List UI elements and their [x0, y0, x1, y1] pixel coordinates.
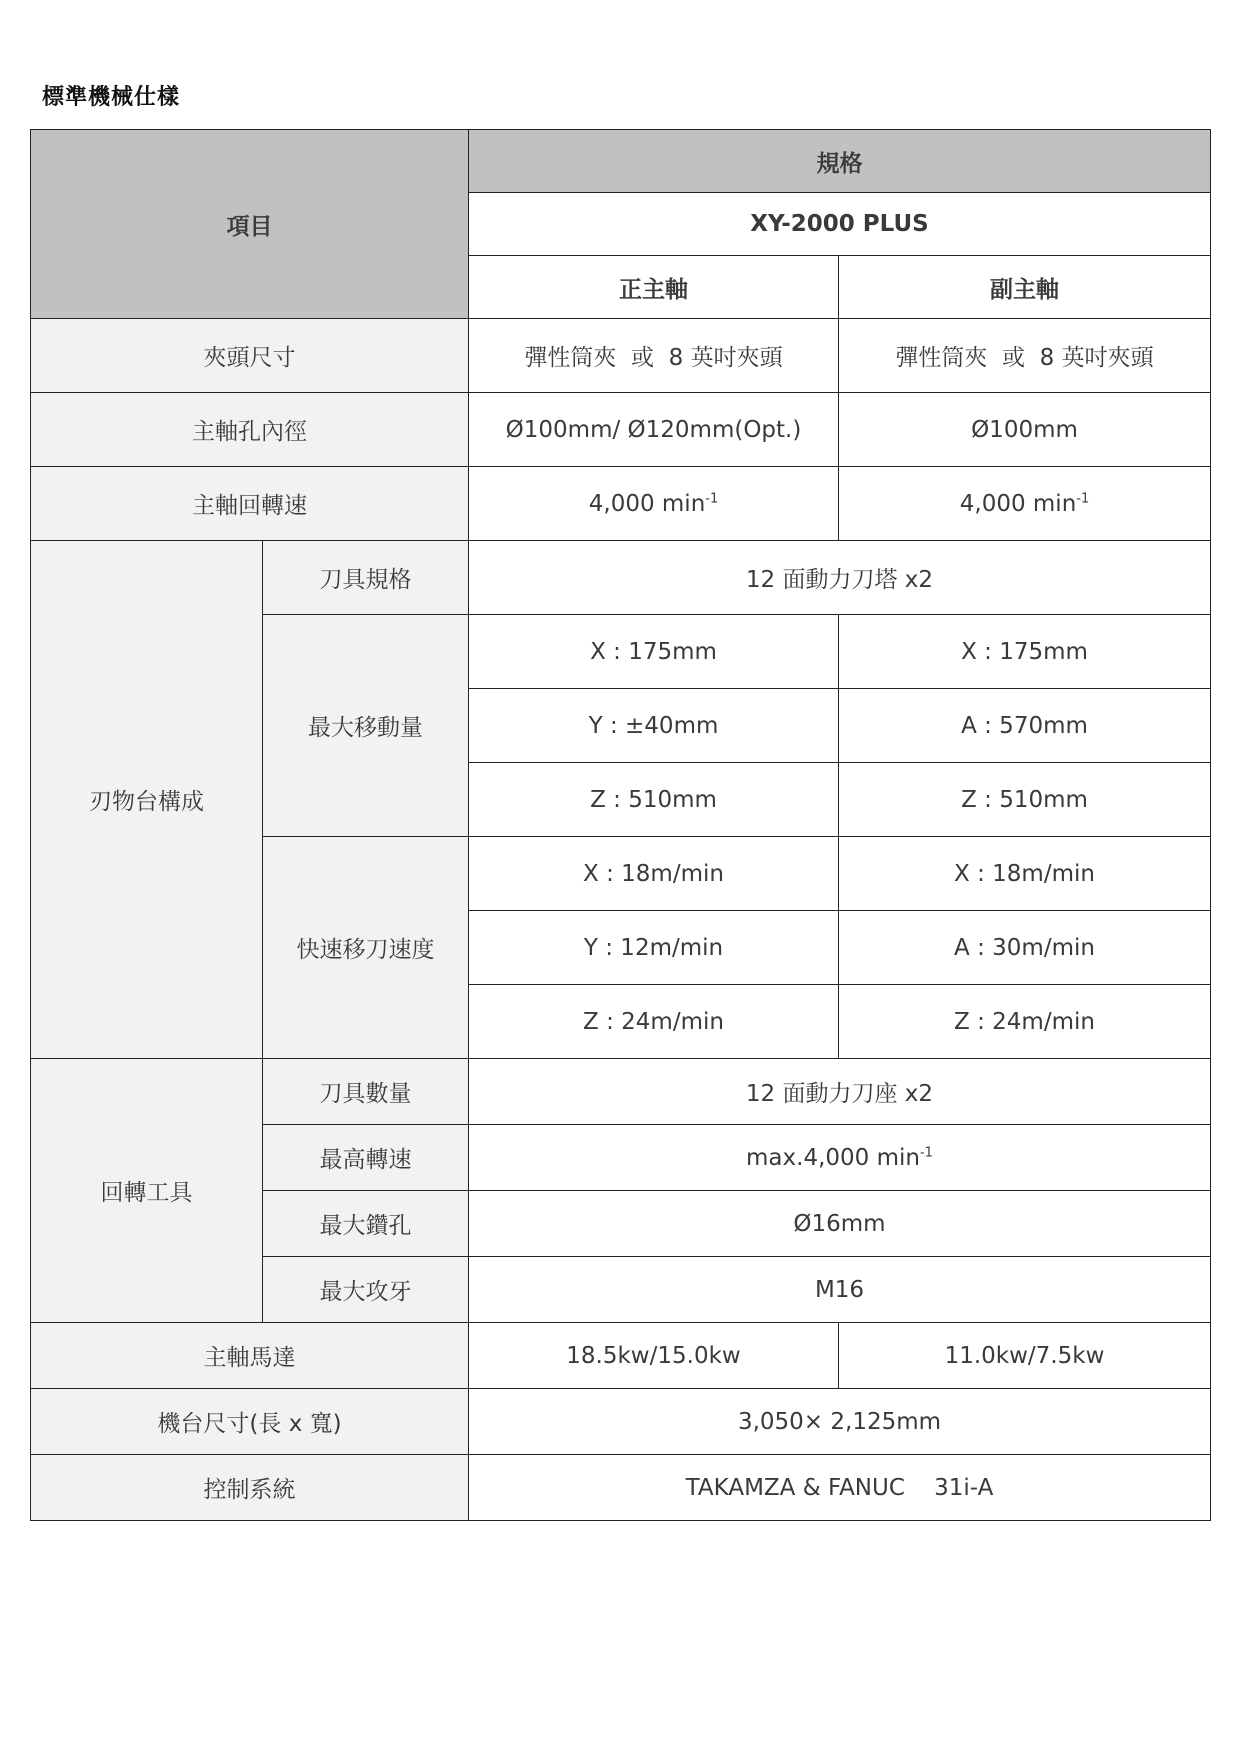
cell-value: 彈性筒夾 或 8 英吋夾頭: [839, 319, 1211, 393]
table-row: [31, 1455, 1211, 1521]
cell-value: [469, 1125, 1211, 1191]
cell-text: max.4,000 min: [746, 1144, 920, 1171]
cell-value: 12 面動力刀塔 x2: [469, 541, 1211, 615]
group-label: 回轉工具: [31, 1059, 263, 1323]
cell-value: A : 30m/min: [839, 911, 1211, 985]
table-row: [31, 393, 1211, 467]
main-spindle-header: 正主軸: [469, 256, 839, 319]
row-label: 刀具數量: [263, 1059, 469, 1125]
row-label: 主軸回轉速: [31, 467, 469, 541]
row-label: 最大鑽孔: [263, 1191, 469, 1257]
cell-value: 18.5kw/15.0kw: [469, 1323, 839, 1389]
row-label: 刀具規格: [263, 541, 469, 615]
cell-value: TAKAMZA & FANUC 31i-A: [469, 1455, 1211, 1521]
table-row: [31, 1323, 1211, 1389]
cell-value: X : 18m/min: [839, 837, 1211, 911]
cell-value: Z : 24m/min: [469, 985, 839, 1059]
row-label: 最高轉速: [263, 1125, 469, 1191]
row-label: 主軸孔內徑: [31, 393, 469, 467]
row-label: 控制系統: [31, 1455, 469, 1521]
cell-text: 4,000 min: [588, 490, 706, 517]
cell-value: A : 570mm: [839, 689, 1211, 763]
superscript: -1: [919, 1144, 933, 1160]
cell-value: [469, 467, 839, 541]
cell-value: 3,050× 2,125mm: [469, 1389, 1211, 1455]
sub-spindle-header: 副主軸: [839, 256, 1211, 319]
item-header: 項目: [31, 130, 469, 319]
row-label: 夾頭尺寸: [31, 319, 469, 393]
table-row: [31, 1389, 1211, 1455]
row-label: 最大移動量: [263, 615, 469, 837]
spec-table: [30, 129, 1211, 1521]
cell-value: M16: [469, 1257, 1211, 1323]
cell-value: Ø100mm/ Ø120mm(Opt.): [469, 393, 839, 467]
cell-value: Z : 510mm: [469, 763, 839, 837]
row-label: 機台尺寸(長 x 寬): [31, 1389, 469, 1455]
superscript: -1: [705, 490, 719, 506]
cell-value: Y : 12m/min: [469, 911, 839, 985]
cell-value: Ø16mm: [469, 1191, 1211, 1257]
row-label: 主軸馬達: [31, 1323, 469, 1389]
spec-header: 規格: [469, 130, 1211, 193]
cell-value: 彈性筒夾 或 8 英吋夾頭: [469, 319, 839, 393]
cell-value: X : 175mm: [469, 615, 839, 689]
row-label: 最大攻牙: [263, 1257, 469, 1323]
cell-value: Y : ±40mm: [469, 689, 839, 763]
cell-value: 11.0kw/7.5kw: [839, 1323, 1211, 1389]
row-label: 快速移刀速度: [263, 837, 469, 1059]
superscript: -1: [1076, 490, 1090, 506]
table-row: [31, 541, 1211, 615]
cell-value: Z : 24m/min: [839, 985, 1211, 1059]
cell-value: [839, 467, 1211, 541]
model-header: XY-2000 PLUS: [469, 193, 1211, 256]
table-row: [31, 467, 1211, 541]
cell-value: X : 175mm: [839, 615, 1211, 689]
table-row: [31, 130, 1211, 193]
table-row: [31, 1059, 1211, 1125]
cell-value: X : 18m/min: [469, 837, 839, 911]
cell-text: 4,000 min: [959, 490, 1077, 517]
group-label: 刃物台構成: [31, 541, 263, 1059]
page-title: 標準機械仕樣: [42, 85, 181, 110]
cell-value: Z : 510mm: [839, 763, 1211, 837]
table-row: [31, 319, 1211, 393]
cell-value: Ø100mm: [839, 393, 1211, 467]
cell-value: 12 面動力刀座 x2: [469, 1059, 1211, 1125]
